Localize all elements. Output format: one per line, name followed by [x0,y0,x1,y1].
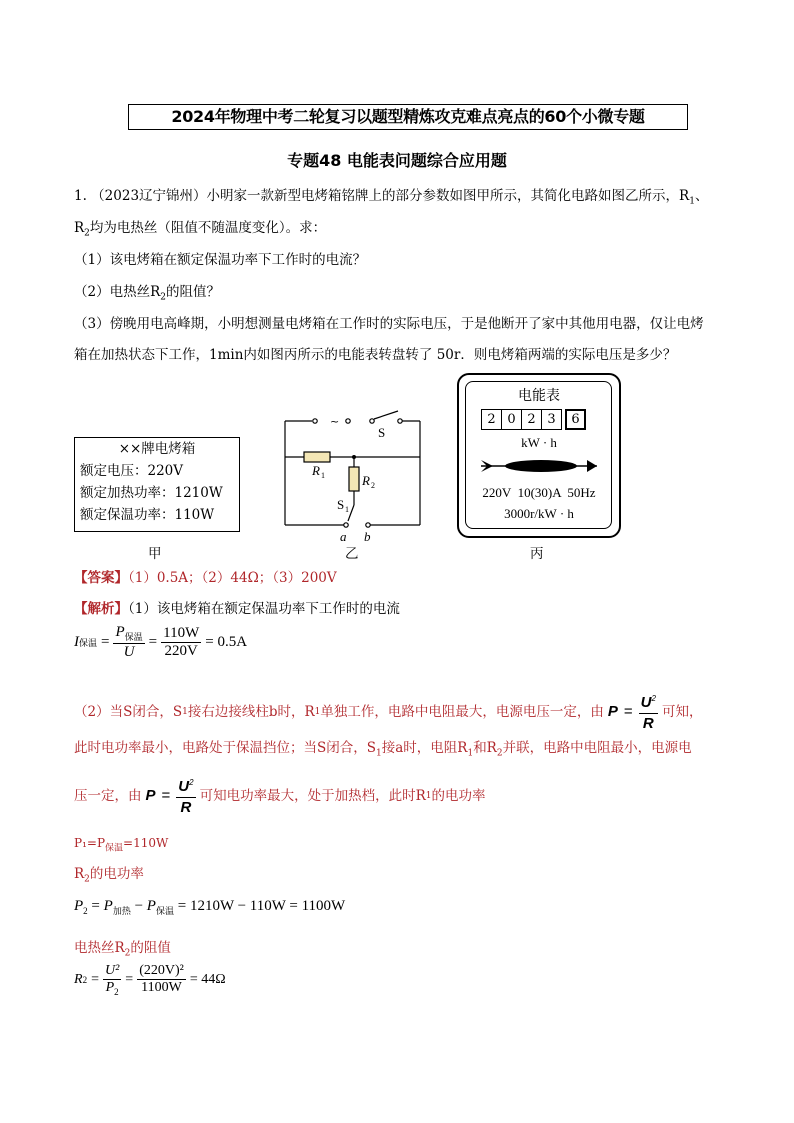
meter-title: 电能表 [518,388,560,404]
nameplate-row: 额定保温功率：110W [80,507,215,523]
label-s: S [378,425,386,440]
meter-digit: 3 [542,409,562,430]
question-part-2: （2）电热丝$R_2$的阻值？ [74,284,220,303]
question-part-3-line-1: （3）傍晚用电高峰期，小明想测量电烤箱在工作时的实际电压，于是他断开了家中其他用电器，仅让电烤 [74,316,704,332]
meter-disk-icon [479,455,599,477]
caption-yi: 乙 [345,546,359,562]
question-part-1: （1）该电烤箱在额定保温功率下工作时的电流？ [74,252,367,268]
oven-nameplate [74,437,240,532]
ac-symbol: ~ [330,415,340,428]
formula-current: I 保温 = $\frac{P_{保温}}{U}$ = $\frac{110W}{220V}$ = 0.5A [74,624,248,660]
analysis-para-2-line-2: 此时电功率最小，电路处于保温挡位；当S闭合，$S_1$接a时，电阻$R_1$和$R_2$并联，电路中电阻最小，电源电 [74,740,692,759]
nameplate-title: ××牌电烤箱 [118,441,196,457]
analysis-p1-value: $P_1=P_{保温}=110W$ [74,836,169,854]
label-r1-sub: 1 [321,471,325,480]
topic-title: 专题48 电能表问题综合应用题 [287,151,507,170]
meter-unit: kW · h [521,435,557,450]
question-line-1: 1. （2023辽宁锦州）小明家一款新型电烤箱铭牌上的部分参数如图甲所示，其简化电路如图乙所示，$R_1$、 [74,188,709,207]
analysis-label: 【解析】 [74,601,128,617]
caption-jia: 甲 [148,546,162,562]
answer-label: 【答案】 [74,570,128,586]
analysis-para-2-line-1: （2）当S闭合，S 1 接右边接线柱b时，R 1 单独工作，电路中电阻最大，电源电压一定，由 P = $\frac{U^2}{R}$ 可知， [74,689,702,734]
meter-digit-decimal: 6 [565,409,586,430]
answer [74,568,337,588]
analysis-r2-resistance-label: 电热丝$R_2$的阻值 [74,940,171,959]
meter-spec-2: 3000r/kW · h [504,506,574,521]
meter-digits [481,409,586,430]
circuit-diagram [280,405,430,545]
meter-spec-1: 220V 10(30)A 50Hz [482,485,596,500]
label-s1-sub: 1 [345,505,349,514]
formula-r2-resistance: R 2 = $\frac{\text{U²}}{P_2}$ = $\frac{\text{(220V)²}}{1100W}$ = 44Ω [74,963,226,997]
label-a: a [340,529,347,544]
energy-meter [457,373,621,538]
label-s1: S [337,497,345,512]
label-r2-sub: 2 [371,481,375,490]
analysis-r2-power-label: $R_2$的电功率 [74,866,144,885]
analysis-line-1: 【解析】（1）该电烤箱在额定保温功率下工作时的电流 [74,601,400,617]
meter-digit: 2 [522,409,542,430]
caption-bing: 丙 [530,546,544,562]
label-r1: R [312,463,320,478]
nameplate-row: 额定加热功率：1210W [80,485,223,501]
nameplate-row: 额定电压：220V [80,463,184,479]
answer-text: （1）0.5A；（2）44Ω；（3）200V [128,570,337,586]
formula-r2-power: $P_2 = P_{加热} - P_{保温} = 1210W - 110W = 1100W$ [74,898,346,916]
label-r2: R [362,473,370,488]
label-b: b [364,529,371,544]
meter-digit: 2 [481,409,502,430]
question-line-2: $R_2$均为电热丝（阻值不随温度变化）。求： [74,220,327,239]
meter-digit: 0 [502,409,522,430]
header-title: 2024年物理中考二轮复习以题型精炼攻克难点亮点的60个小微专题 [128,104,688,130]
question-part-3-line-2: 箱在加热状态下工作，1min内如图丙所示的电能表转盘转了 50r．则电烤箱两端的实际电压是多少？ [74,347,677,363]
analysis-para-2-line-3: 压一定，由 P = $\frac{U^2}{R}$ 可知电功率最大，处于加热档，此时R 1 的电功率 [74,773,485,818]
